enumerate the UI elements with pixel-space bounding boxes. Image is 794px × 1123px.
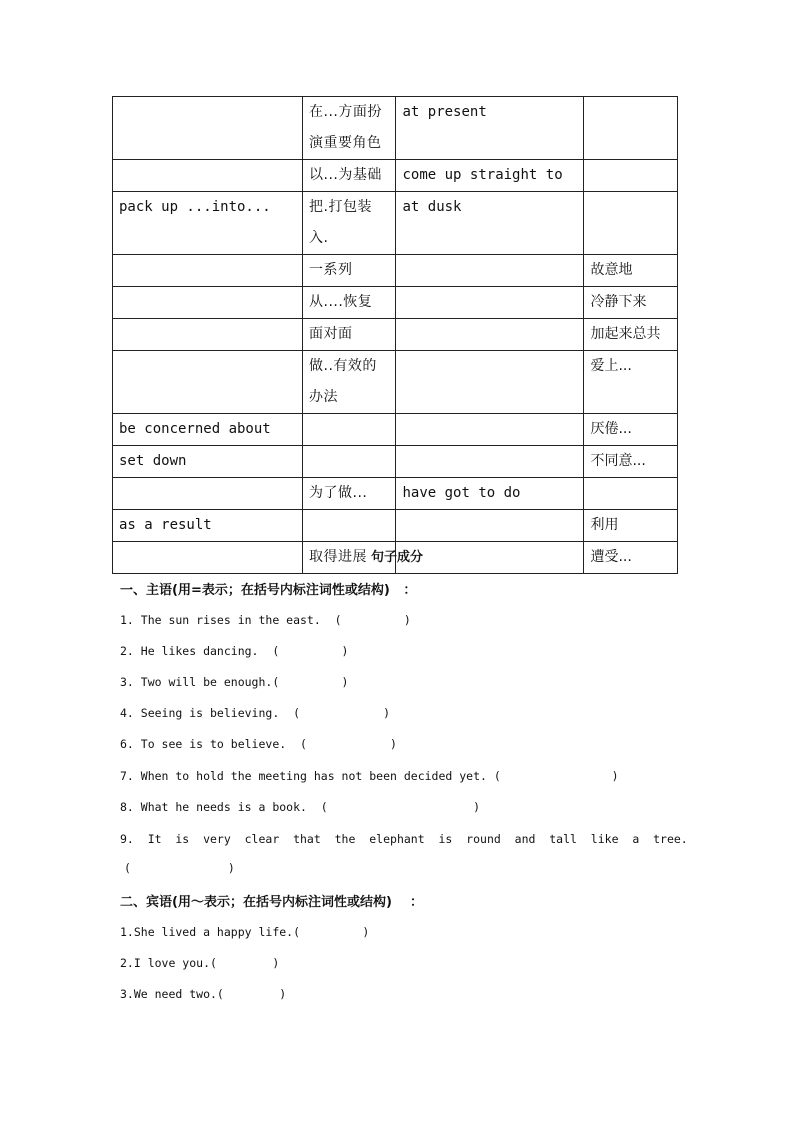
vocabulary-cell: come up straight to bbox=[396, 160, 584, 192]
vocabulary-row bbox=[113, 319, 678, 351]
vocabulary-cell bbox=[396, 319, 584, 351]
vocabulary-cell: 做..有效的办法 bbox=[303, 351, 396, 414]
vocabulary-cell: 取得进展 bbox=[303, 542, 396, 574]
subject-item: 8. What he needs is a book. ( ) bbox=[120, 800, 481, 814]
vocabulary-cell: 把.打包装入. bbox=[303, 192, 396, 255]
vocabulary-cell bbox=[396, 255, 584, 287]
object-item: 1.She lived a happy life.( ) bbox=[120, 925, 370, 939]
vocabulary-cell: 故意地 bbox=[584, 255, 678, 287]
vocabulary-cell: 加起来总共 bbox=[584, 319, 678, 351]
vocabulary-row bbox=[113, 97, 678, 160]
vocabulary-cell: 利用 bbox=[584, 510, 678, 542]
vocabulary-cell bbox=[584, 97, 678, 160]
vocabulary-row bbox=[113, 255, 678, 287]
vocabulary-row bbox=[113, 478, 678, 510]
vocabulary-cell bbox=[113, 255, 303, 287]
object-item: 3.We need two.( ) bbox=[120, 987, 287, 1001]
vocabulary-cell bbox=[584, 160, 678, 192]
vocabulary-cell bbox=[396, 351, 584, 414]
object-section-heading: 二、宾语(用～表示；在括号内标注词性或结构) ： bbox=[120, 895, 423, 910]
vocabulary-row bbox=[113, 160, 678, 192]
vocabulary-cell bbox=[113, 319, 303, 351]
vocabulary-cell: 为了做... bbox=[303, 478, 396, 510]
vocabulary-cell bbox=[584, 478, 678, 510]
vocabulary-cell bbox=[113, 478, 303, 510]
vocabulary-cell bbox=[584, 192, 678, 255]
vocabulary-cell: pack up ...into... bbox=[113, 192, 303, 255]
subject-item: 7. When to hold the meeting has not been decided yet. ( ) bbox=[120, 769, 619, 783]
vocabulary-cell bbox=[113, 287, 303, 319]
vocabulary-row bbox=[113, 192, 678, 255]
vocabulary-row bbox=[113, 446, 678, 478]
subject-item: 9. It is very clear that the elephant is round and tall like a tree. bbox=[120, 832, 688, 846]
vocabulary-table-body bbox=[113, 97, 678, 574]
vocabulary-cell: 以...为基础 bbox=[303, 160, 396, 192]
vocabulary-cell: be concerned about bbox=[113, 414, 303, 446]
subject-item: 6. To see is to believe. ( ) bbox=[120, 737, 397, 751]
vocabulary-row bbox=[113, 351, 678, 414]
vocabulary-cell bbox=[396, 287, 584, 319]
vocabulary-cell bbox=[113, 160, 303, 192]
subject-item-continuation: ( ) bbox=[124, 861, 235, 875]
vocabulary-cell: at dusk bbox=[396, 192, 584, 255]
vocabulary-cell: 不同意... bbox=[584, 446, 678, 478]
subject-item: 3. Two will be enough.( ) bbox=[120, 675, 349, 689]
vocabulary-cell: set down bbox=[113, 446, 303, 478]
subject-item: 4. Seeing is believing. ( ) bbox=[120, 706, 391, 720]
vocabulary-cell bbox=[396, 446, 584, 478]
object-item: 2.I love you.( ) bbox=[120, 956, 280, 970]
subject-item: 1. The sun rises in the east. ( ) bbox=[120, 613, 411, 627]
vocabulary-cell: 冷静下来 bbox=[584, 287, 678, 319]
section-title: 句子成分 bbox=[370, 550, 423, 565]
vocabulary-cell bbox=[303, 510, 396, 542]
vocabulary-cell bbox=[396, 414, 584, 446]
vocabulary-cell: 厌倦... bbox=[584, 414, 678, 446]
vocabulary-cell: 一系列 bbox=[303, 255, 396, 287]
vocabulary-row bbox=[113, 510, 678, 542]
vocabulary-cell: 爱上... bbox=[584, 351, 678, 414]
vocabulary-cell bbox=[303, 414, 396, 446]
vocabulary-cell bbox=[396, 510, 584, 542]
vocabulary-row bbox=[113, 414, 678, 446]
subject-section-heading: 一、主语(用=表示；在括号内标注词性或结构) ： bbox=[120, 583, 417, 598]
vocabulary-cell: have got to do bbox=[396, 478, 584, 510]
vocabulary-table bbox=[112, 96, 678, 574]
vocabulary-cell: 在...方面扮演重要角色 bbox=[303, 97, 396, 160]
vocabulary-row bbox=[113, 287, 678, 319]
vocabulary-cell: at present bbox=[396, 97, 584, 160]
vocabulary-cell: as a result bbox=[113, 510, 303, 542]
vocabulary-cell bbox=[303, 446, 396, 478]
subject-item: 2. He likes dancing. ( ) bbox=[120, 644, 349, 658]
vocabulary-cell: 面对面 bbox=[303, 319, 396, 351]
vocabulary-cell: 从....恢复 bbox=[303, 287, 396, 319]
vocabulary-cell bbox=[113, 97, 303, 160]
vocabulary-cell bbox=[113, 351, 303, 414]
vocabulary-cell: 遭受... bbox=[584, 542, 678, 574]
